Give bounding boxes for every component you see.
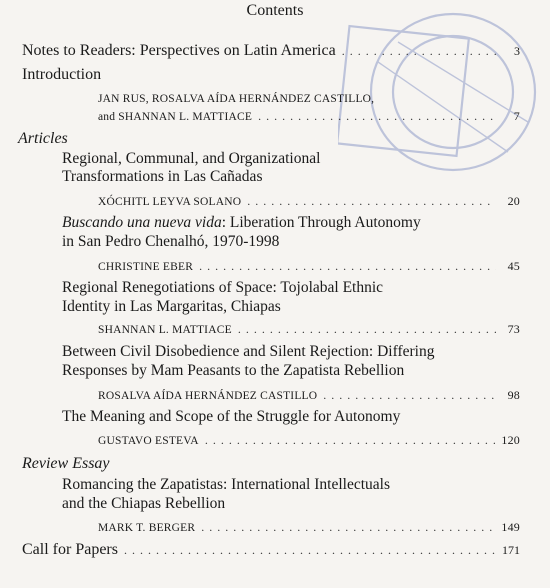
title-rest: : Liberation Through Autonomy [221, 214, 421, 231]
page-number: 73 [507, 322, 520, 336]
toc-entry-article-title[interactable]: Regional Renegotiations of Space: Tojolabal Ethnic [62, 279, 384, 296]
section-heading-articles: Articles [18, 130, 68, 147]
toc-entry-review-title[interactable]: Romancing the Zapatistas: International Intellectuals [62, 476, 390, 493]
page-number: 149 [501, 520, 520, 534]
dot-leader [238, 322, 496, 337]
dot-leader [205, 433, 496, 448]
entry-author: SHANNAN L. MATTIACE [98, 324, 232, 336]
dot-leader [342, 44, 496, 59]
toc-entry-article-title[interactable]: Between Civil Disobedience and Silent Rejection: Differing [62, 343, 435, 360]
page-number: 120 [501, 433, 520, 447]
toc-entry-article-title[interactable]: Identity in Las Margaritas, Chiapas [62, 298, 281, 315]
entry-author: XÓCHITL LEYVA SOLANO [98, 196, 242, 208]
toc-entry-article-title[interactable]: Responses by Mam Peasants to the Zapatista Rebellion [62, 362, 405, 379]
dot-leader [258, 109, 496, 124]
toc-entry-article-title[interactable]: The Meaning and Scope of the Struggle for Autonomy [62, 408, 401, 425]
toc-entry-article-title[interactable]: in San Pedro Chenalhó, 1970-1998 [62, 233, 280, 250]
dot-leader [199, 259, 496, 274]
page-number: 3 [514, 44, 520, 58]
toc-entry-review-author [98, 520, 520, 535]
toc-entry-introduction[interactable]: Introduction [22, 66, 102, 83]
entry-title: Call for Papers [22, 541, 118, 558]
toc-entry-article-author [98, 259, 520, 274]
toc-entry-notes[interactable] [22, 42, 520, 60]
dot-leader [323, 388, 496, 403]
entry-title: Notes to Readers: Perspectives on Latin America [22, 42, 336, 59]
dot-leader [201, 520, 495, 535]
entry-author: JAN RUS, ROSALVA AÍDA HERNÁNDEZ CASTILLO, [98, 93, 375, 105]
page-number: 20 [507, 194, 520, 208]
toc-entry-introduction-authors [98, 109, 520, 124]
dot-leader [124, 543, 496, 558]
toc-entry-article-author [98, 433, 520, 448]
page-title: Contents [246, 2, 304, 19]
toc-entry-article-title[interactable]: Regional, Communal, and Organizational [62, 150, 321, 167]
toc-entry-article-author [98, 388, 520, 403]
toc-entry-review-title[interactable]: and the Chiapas Rebellion [62, 495, 226, 512]
page-number: 98 [507, 388, 520, 402]
page-number: 7 [513, 109, 520, 123]
toc-entry-article-author [98, 322, 520, 337]
entry-author: ROSALVA AÍDA HERNÁNDEZ CASTILLO [98, 390, 318, 402]
title-italic-part: Buscando una nueva vida [62, 214, 222, 231]
entry-author: MARK T. BERGER [98, 522, 196, 534]
entry-author: CHRISTINE EBER [98, 261, 194, 273]
toc-entry-article-title[interactable]: Transformations in Las Cañadas [62, 168, 263, 185]
page-number: 45 [507, 259, 520, 273]
dot-leader [247, 194, 496, 209]
toc-entry-call-for-papers[interactable] [22, 541, 520, 559]
entry-author: GUSTAVO ESTEVA [98, 435, 199, 447]
page-number: 171 [502, 543, 520, 557]
section-heading-review-essay: Review Essay [22, 455, 110, 472]
toc-entry-article-title[interactable] [62, 214, 421, 232]
entry-author: and SHANNAN L. MATTIACE [98, 111, 253, 123]
toc-entry-article-author [98, 194, 520, 209]
